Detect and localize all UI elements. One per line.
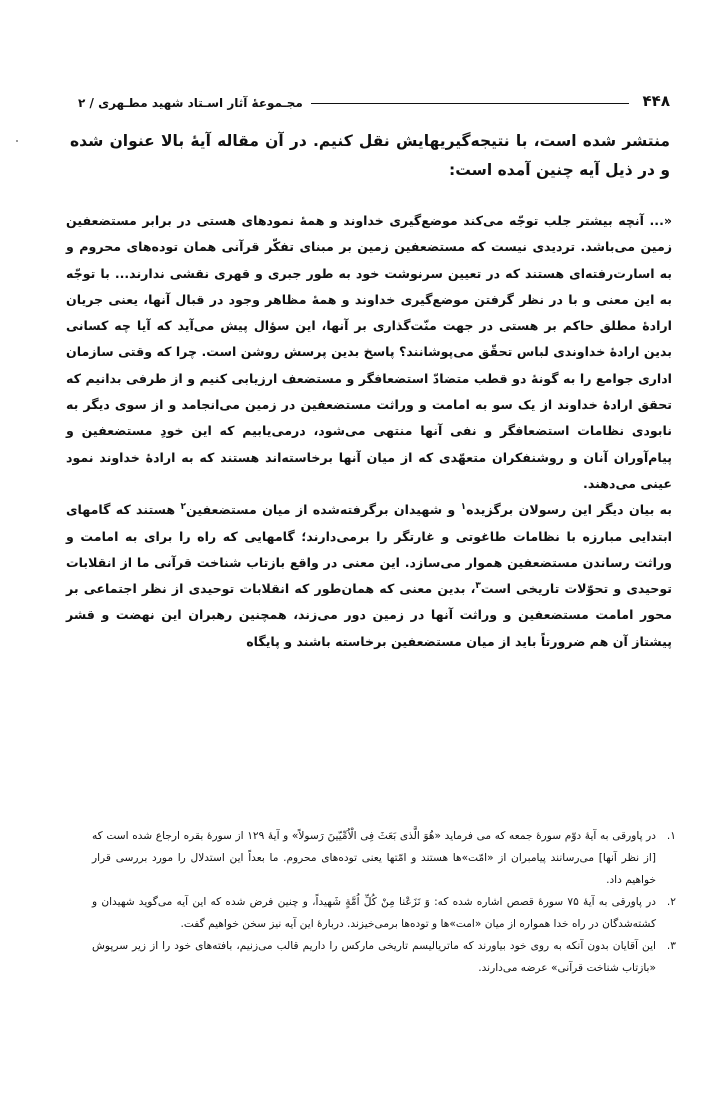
quote-p2-text-3: هستند که گامهای ابتدایی مبارزه با نظامات طاغوتی و غارتگر را برمی‌دارند؛ گامهایی که راه را برای به امامت و وراثت رساندن مستضعفین هموار می‌سازد. این معنی در واقع بازتاب شناخت قرآنی ما از انقلابات توحیدی و تحوّلات تاریخی است bbox=[66, 502, 672, 597]
footnote-ref-3: ۳ bbox=[475, 580, 481, 591]
quote-p2-text-1: به بیان دیگر این رسولان برگزیده bbox=[466, 502, 672, 518]
quote-paragraph-2 bbox=[66, 497, 672, 655]
footnote-text: در پاورقی به آیهٔ ۷۵ سورهٔ قصص اشاره شده که: وَ نَزَعْنا مِنْ کُلِّ اُمَّةٍ شَهیداً، و چنین فرض شده که این آیه می‌گوید شهیدان و کشته‌شدگان در راه خدا همواره از میان «امت»ها و توده‌ها برمی‌خیزند. دربارهٔ این آیه نیز سخن خواهیم گفت. bbox=[92, 896, 656, 930]
header-rule bbox=[311, 103, 629, 104]
footnote-3 bbox=[92, 935, 676, 979]
quoted-article bbox=[66, 208, 672, 655]
page-number: ۴۴۸ bbox=[642, 92, 670, 110]
scan-speck bbox=[16, 140, 18, 142]
quote-paragraph-1: «... آنچه بیشتر جلب توجّه می‌کند موضع‌گیری خداوند و همهٔ نمودهای هستی در برابر مستضعفین زمین می‌باشد. تردیدی نیست که مستضعفین زمین بر مبنای تفکّر قرآنی همان توده‌های محروم و به اسارت‌رفته‌ای هستند که در تعیین سرنوشت خود به طور جبری و قهری نقشی ندارند... با توجّه به این معنی و با در نظر گرفتن موضع‌گیری خداوند و همهٔ مظاهر وجود در قبال آنها، یعنی جریان ارادهٔ مطلق حاکم بر هستی در جهت منّت‌گذاری بر آنها، این سؤال پیش می‌آید که آیا چه کسانی بدین ارادهٔ خداوندی لباس تحقّق می‌پوشانند؟ پاسخ بدین پرسش روشن است. چرا که وقتی سازمان اداری جوامع را به گونهٔ دو قطب متضادّ استضعافگر و مستضعف ارزیابی کنیم و از طرفی بدانیم که تحقق ارادهٔ خداوند از یک سو به امامت و وراثت مستضعفین در زمین می‌انجامد و از سوی دیگر به نابودی نظامات استضعافگر و نفی آنها منتهی می‌شود، درمی‌یابیم که این خودِ مستضعفین و پیام‌آوران آنان و روشنفکران متعهّدی که از میان آنها برخاسته‌اند هستند که به ارادهٔ خداوند نمود عینی می‌دهند. bbox=[66, 213, 672, 491]
intro-paragraph: منتشر شده است، با نتیجه‌گیریهایش نقل کنیم. در آن مقاله آیهٔ بالا عنوان شده و در ذیل آیه چنین آمده است: bbox=[70, 132, 670, 179]
quote-p2-text-2: و شهیدان برگرفته‌شده از میان مستضعفین bbox=[185, 502, 461, 518]
running-title: مجـموعهٔ آثار اسـتاد شهید مطـهری / ۲ bbox=[78, 96, 303, 110]
quote-p2-text-4: ، بدین معنی که همان‌طور که انقلابات توحیدی از نظر اجتماعی بر محور امامت مستضعفین و وراثت آنها در زمین دور می‌زند، همچنین رهبران این نهضت و قشر پیشتاز آن هم ضرورتاً باید از میان مستضعفین برخاسته باشند و پایگاه bbox=[66, 581, 672, 649]
footnote-text: در پاورقی به آیهٔ دوّم سورهٔ جمعه که می فرماید «هُوَ الَّذی بَعَثَ فِی الْاُمِّیّینَ رَسولاً» و آیهٔ ۱۲۹ از سورهٔ بقره ارجاع شده است که [از نظر آنها] می‌رسانند پیامبران از «امّت»ها هستند و امّتها یعنی توده‌های محروم. ما بعداً این استدلال را مورد بررسی قرار خواهیم داد. bbox=[92, 830, 656, 886]
footnote-number: ۱. bbox=[666, 830, 676, 842]
footnote-2 bbox=[92, 891, 676, 935]
footnote-number: ۳. bbox=[666, 940, 676, 952]
footnotes bbox=[92, 825, 676, 979]
page-header bbox=[78, 84, 670, 110]
footnote-text: این آقایان بدون آنکه به روی خود بیاورند که ماتریالیسم تاریخی مارکس را داریم قالب می‌زنیم، بافته‌های خود را از زیر سرپوش «بازتاب شناخت قرآنی» عرضه می‌دارند. bbox=[92, 940, 656, 974]
footnote-number: ۲. bbox=[666, 896, 676, 908]
footnote-ref-2: ۲ bbox=[180, 502, 186, 513]
footnote-1 bbox=[92, 825, 676, 891]
footnote-ref-1: ۱ bbox=[460, 502, 467, 513]
